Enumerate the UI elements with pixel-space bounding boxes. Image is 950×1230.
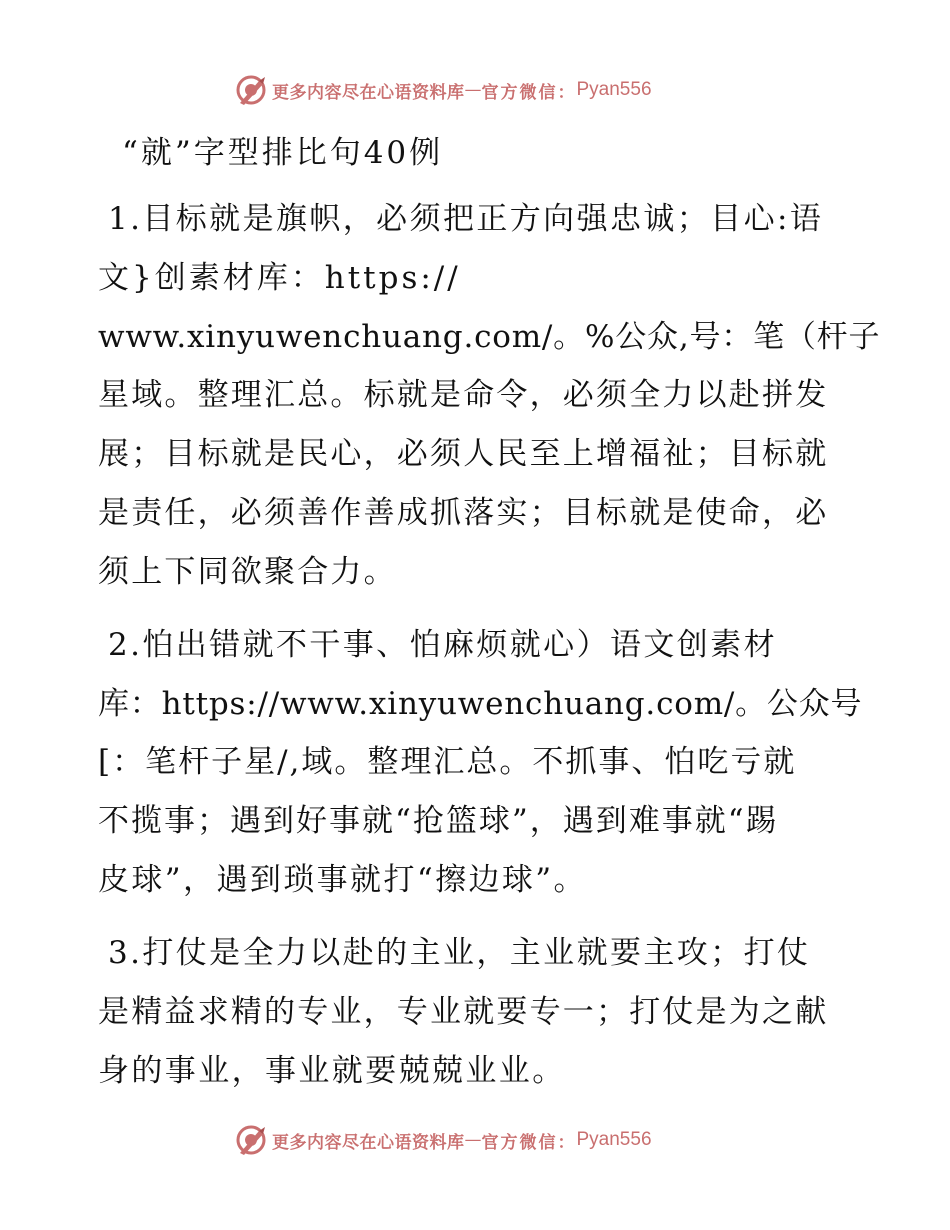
banner-wechat-id: Pyan556 xyxy=(576,79,652,100)
footer-watermark xyxy=(0,1120,950,1160)
paragraph-2-line-3: [：笔杆子星/,域。整理汇总。不抓事、怕吃亏就 xyxy=(98,744,797,780)
paragraph-2-line-1: 2.怕出错就不干事、怕麻烦就心）语文创素材 xyxy=(108,627,777,663)
paragraph-3-line-1: 3.打仗是全力以赴的主业，主业就要主攻；打仗 xyxy=(108,935,811,971)
paragraph-2-line-5: 皮球”，遇到琐事就打“擦边球”。 xyxy=(98,862,587,898)
paragraph-2-line-2: 库：https://www.xinyuwenchuang.com/。公众号 xyxy=(98,686,863,722)
paragraph-3-line-2: 是精益求精的专业，专业就要专一；打仗是为之献 xyxy=(98,994,829,1030)
banner-wechat-id: Pyan556 xyxy=(576,1129,652,1150)
banner-wechat-label: 官方微信： xyxy=(481,82,577,103)
header-watermark xyxy=(0,70,950,110)
paragraph-3-line-3: 身的事业，事业就要兢兢业业。 xyxy=(98,1053,566,1089)
paragraph-1-line-6: 是责任，必须善作善成抓落实；目标就是使命，必 xyxy=(98,495,829,531)
banner-slogan: 更多内容尽在心语资料库 xyxy=(272,1132,465,1153)
paragraph-1-line-7: 须上下同欲聚合力。 xyxy=(98,554,397,590)
paragraph-1-line-4: 星域。整理汇总。标就是命令，必须全力以赴拼发 xyxy=(98,377,829,413)
banner-dash: — xyxy=(464,1130,482,1150)
document-title: “就”字型排比句40例 xyxy=(122,135,444,171)
banner-wechat-label: 官方微信： xyxy=(481,1132,577,1153)
logo-icon xyxy=(234,1123,268,1157)
paragraph-2-line-4: 不揽事；遇到好事就“抢篮球”，遇到难事就“踢 xyxy=(98,803,779,839)
paragraph-1-line-5: 展；目标就是民心，必须人民至上增福祉；目标就 xyxy=(98,436,829,472)
logo-icon xyxy=(234,73,268,107)
paragraph-1-line-3: www.xinyuwenchuang.com/。%公众,号：笔（杆子 xyxy=(98,319,881,355)
banner-dash: — xyxy=(464,80,482,100)
paragraph-1-line-2: 文}创素材库：https:// xyxy=(98,260,461,296)
paragraph-1-line-1: 1.目标就是旗帜，必须把正方向强忠诚；目心:语 xyxy=(108,201,824,237)
banner-slogan: 更多内容尽在心语资料库 xyxy=(272,82,465,103)
